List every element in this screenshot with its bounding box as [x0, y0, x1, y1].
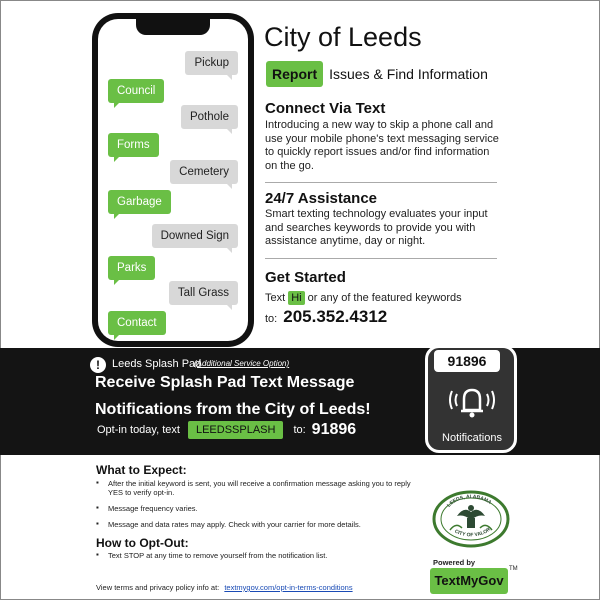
divider	[265, 258, 497, 259]
bell-icon	[447, 382, 497, 422]
bubble-parks: Parks	[108, 256, 155, 280]
text-prefix: Text	[265, 292, 286, 304]
trademark-mark: TM	[509, 566, 518, 572]
to-label: to:	[265, 313, 278, 325]
get-started-heading: Get Started	[265, 269, 346, 286]
optin-prefix: Opt-in today, text	[97, 424, 180, 436]
page-title: City of Leeds	[264, 22, 422, 52]
optout-list	[96, 551, 426, 567]
connect-heading: Connect Via Text	[265, 100, 386, 117]
report-subtitle: Issues & Find Information	[329, 66, 488, 82]
notification-label: Notifications	[442, 432, 502, 444]
divider	[265, 182, 497, 183]
optin-line	[97, 421, 356, 439]
phone-illustration	[92, 13, 254, 347]
bubble-council: Council	[108, 79, 164, 103]
alert-icon: !	[90, 357, 106, 373]
assistance-body: Smart texting technology evaluates your input and searches keywords to provide you with assistance anytime, day or night.	[265, 208, 488, 247]
optout-heading: How to Opt-Out:	[96, 536, 189, 550]
bubble-tall-grass: Tall Grass	[169, 281, 238, 305]
bubble-forms: Forms	[108, 133, 159, 157]
phone-number: 205.352.4312	[283, 307, 388, 326]
expect-heading: What to Expect:	[96, 463, 187, 477]
list-item: ▪ After the initial keyword is sent, you will receive a confirmation message asking you to reply YES to verify opt-in.	[96, 479, 426, 497]
additional-service-note: (Additional Service Option)	[194, 359, 290, 368]
phone-notch	[136, 19, 210, 35]
seal-bottom-text: CITY OF VALOR	[453, 526, 492, 539]
seal-top-text: LEEDS, ALABAMA	[446, 493, 493, 509]
bubble-pickup: Pickup	[185, 51, 238, 75]
bubble-pothole: Pothole	[181, 105, 238, 129]
terms-line	[96, 583, 353, 592]
assistance-heading: 24/7 Assistance	[265, 190, 378, 207]
report-row	[266, 60, 488, 88]
splash-pad-label: Leeds Splash Pad	[112, 358, 202, 370]
splash-headline-2: Notifications from the City of Leeds!	[95, 401, 371, 418]
keyword-hi: Hi	[288, 291, 304, 305]
phone-number-line	[265, 307, 387, 327]
optin-shortcode: 91896	[311, 421, 357, 438]
powered-by-label: Powered by	[433, 558, 476, 567]
terms-label: View terms and privacy policy info at:	[96, 583, 220, 592]
list-item: ▪ Message frequency varies.	[96, 504, 426, 513]
expect-list	[96, 479, 426, 536]
keyword-leedssplash: LEEDSSPLASH	[188, 421, 283, 439]
list-item: ▪ Text STOP at any time to remove yourself from the notification list.	[96, 551, 426, 560]
connect-body: Introducing a new way to skip a phone call and use your mobile phone's text messaging service to quickly report issues and/or find information on the go.	[265, 119, 499, 172]
bubble-garbage: Garbage	[108, 190, 171, 214]
list-item: ▪ Message and data rates may apply. Check with your carrier for more details.	[96, 520, 426, 529]
optin-to-label: to:	[293, 424, 306, 436]
notification-shortcode: 91896	[434, 350, 500, 372]
city-seal-logo	[432, 490, 510, 548]
text-suffix: or any of the featured keywords	[307, 292, 462, 304]
textmygov-logo: TextMyGov	[430, 568, 508, 594]
get-started-line	[265, 291, 462, 305]
bubble-downed-sign: Downed Sign	[152, 224, 238, 248]
bubble-cemetery: Cemetery	[170, 160, 238, 184]
splash-headline-1: Receive Splash Pad Text Message	[95, 374, 355, 391]
terms-link[interactable]: textmygov.com/opt-in-terms-conditions	[224, 583, 353, 592]
report-badge: Report	[266, 61, 323, 87]
phone-screen	[98, 19, 248, 341]
bubble-contact: Contact	[108, 311, 166, 335]
